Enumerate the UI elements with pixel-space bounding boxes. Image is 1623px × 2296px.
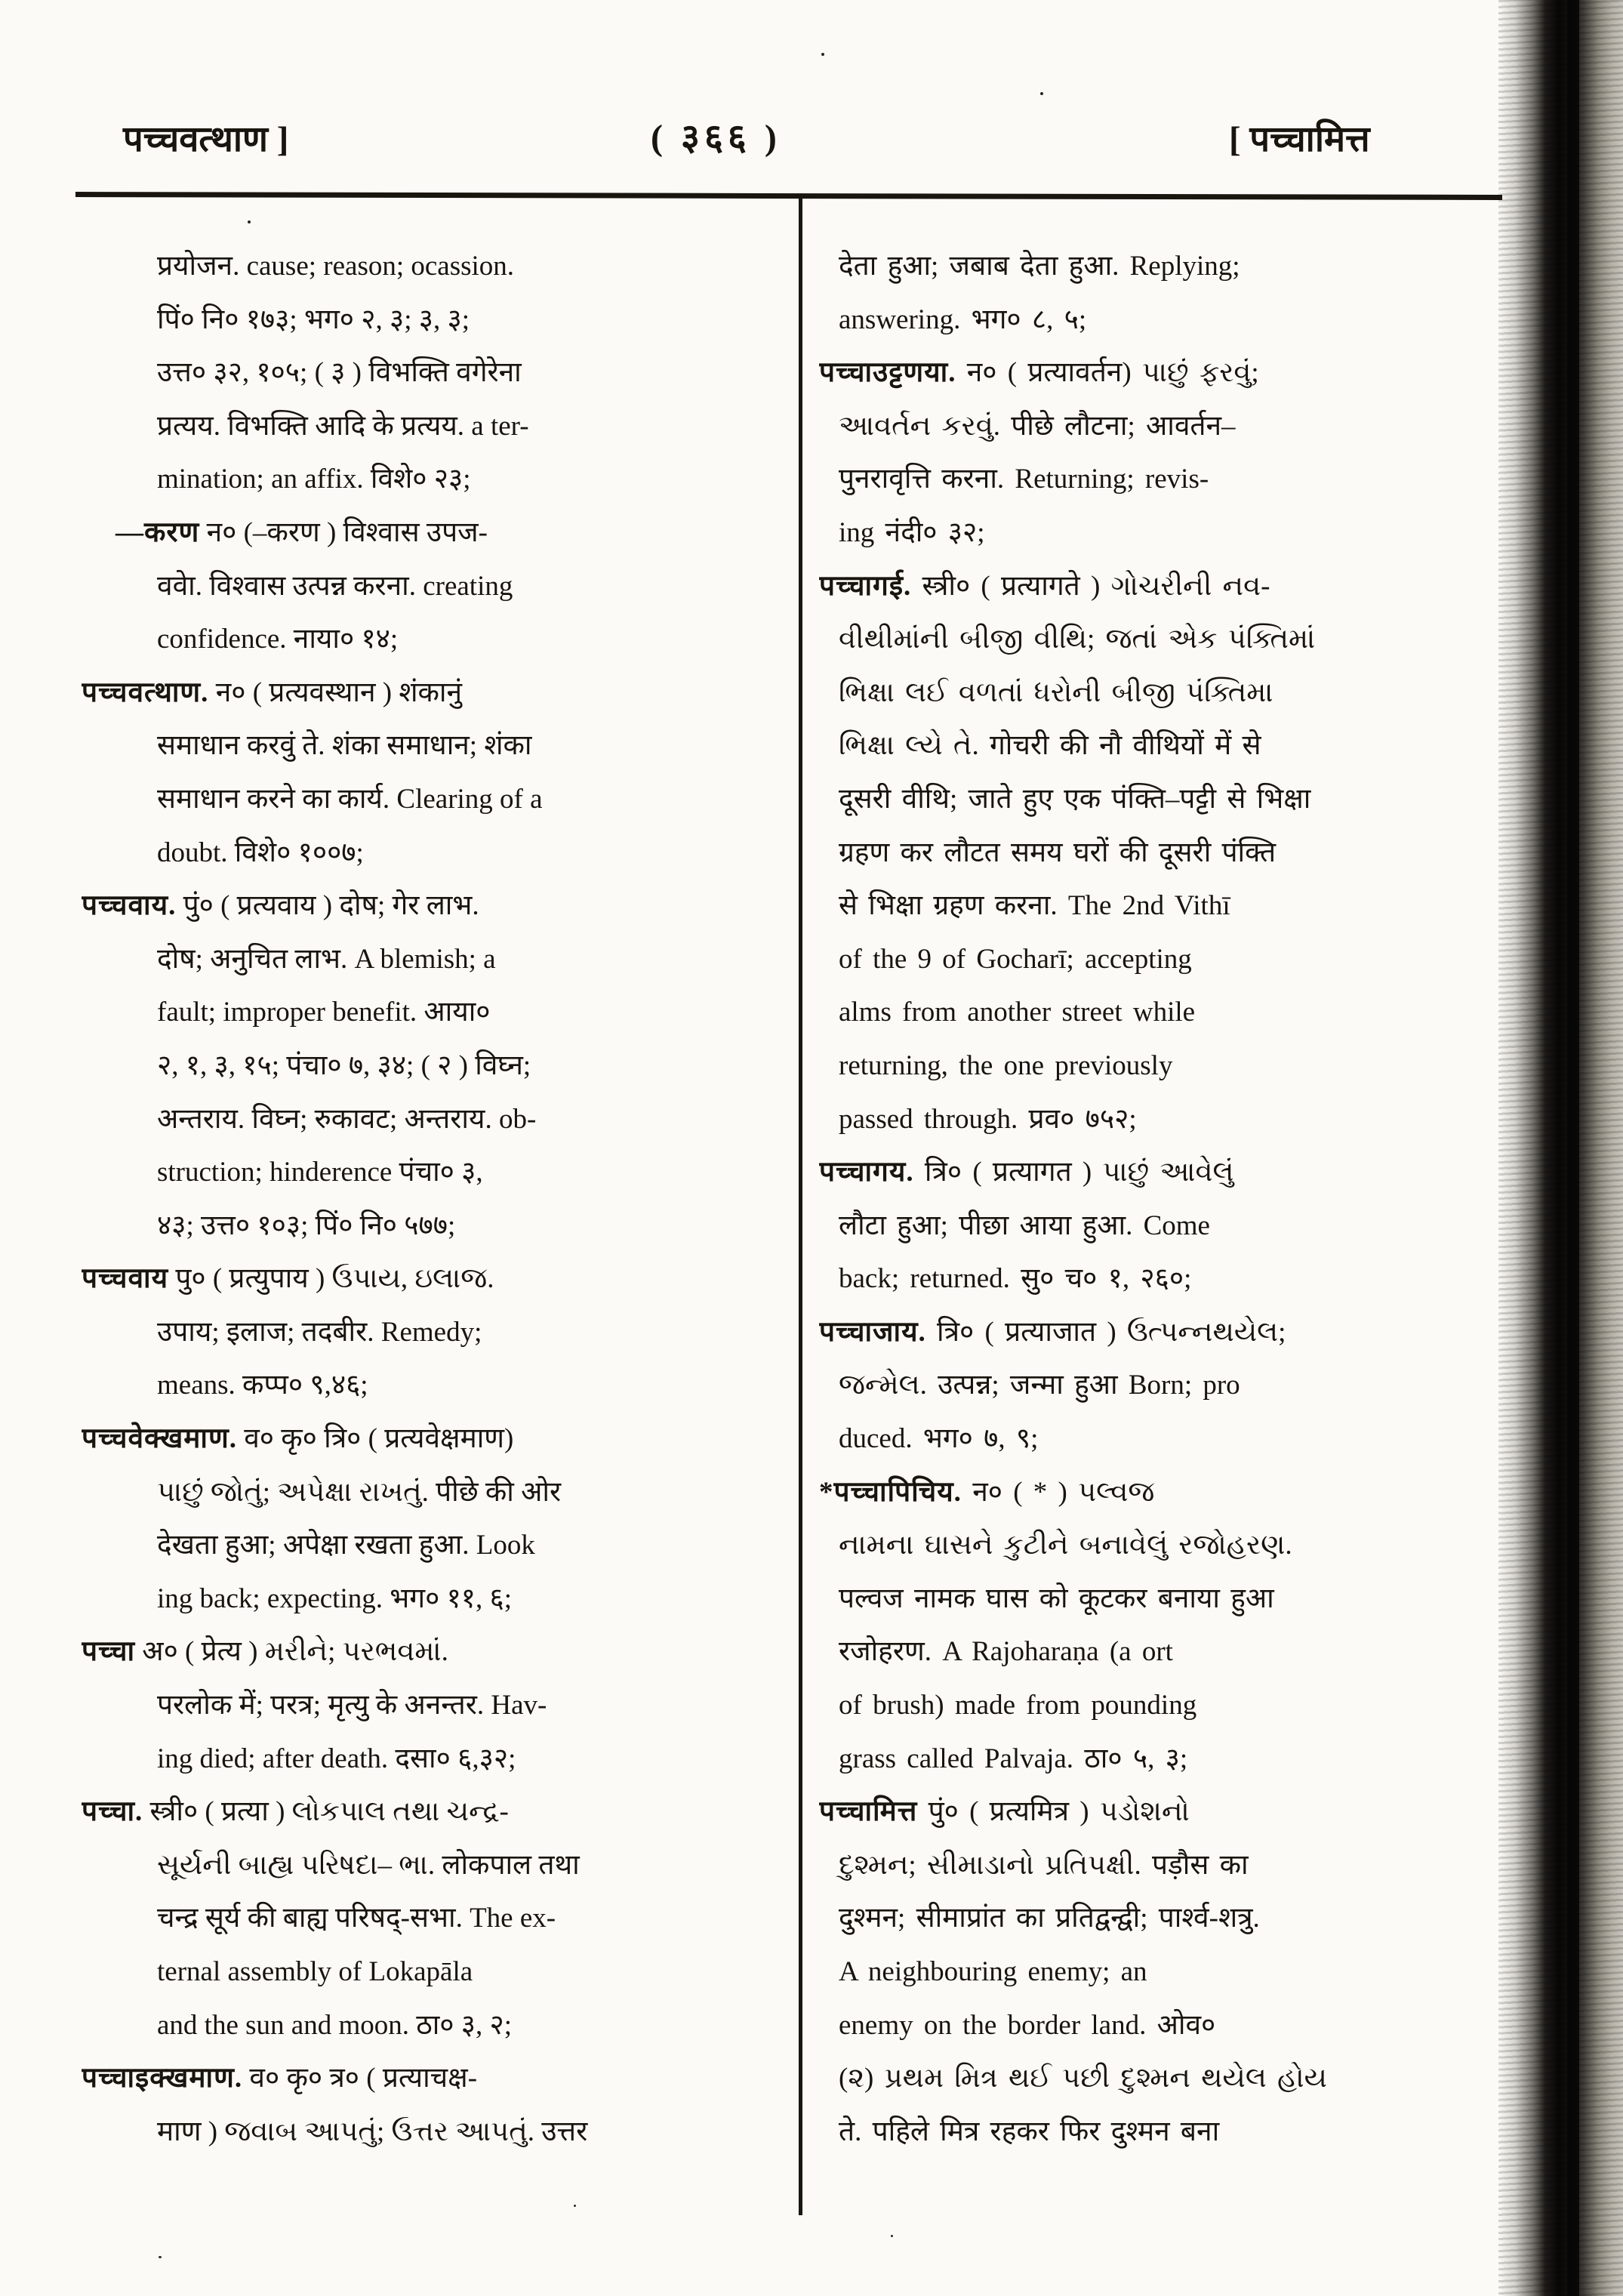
dictionary-line: દુશ્મન; સીમાડાનો પ્રતિપક્ષી. पड़ौस का	[839, 1849, 1249, 1881]
entry-headword: पच्चवाय	[82, 1263, 169, 1295]
dictionary-line: परलोक में; परत्र; मृत्यु के अनन्तर. Hav-	[157, 1690, 547, 1721]
dictionary-line: means. कप्प० ९,४६;	[157, 1370, 368, 1401]
dictionary-line: —करण न० (–करण ) विश्वास उपज-	[115, 516, 488, 548]
entry-headword: —करण	[115, 516, 200, 548]
ink-speck	[821, 53, 824, 56]
column-divider	[799, 198, 802, 2215]
dictionary-line: ભિક્ષા લઈ વળતાં ધરોની બીજી પંક્તિમા	[839, 676, 1273, 708]
dictionary-line: पच्चागय. त्रि० ( प्रत्यागत ) પાછું આવેલું	[819, 1157, 1234, 1188]
dictionary-line: alms from another street while	[839, 997, 1196, 1028]
dictionary-line: ing back; expecting. भग० ११, ६;	[157, 1583, 513, 1614]
dictionary-line: देखता हुआ; अपेक्षा रखता हुआ. Look	[157, 1530, 535, 1561]
dictionary-line: આવર્તન કરવું. पीछे लौटना; आवर्तन–	[839, 410, 1236, 442]
dictionary-line: दोष; अनुचित लाभ. A blemish; a	[157, 943, 496, 975]
dictionary-line: पच्चवत्थाण. न० ( प्रत्यवस्थान ) शंकानुं	[82, 676, 463, 708]
dictionary-line: अन्तराय. विघ्न; रुकावट; अन्तराय. ob-	[157, 1103, 537, 1135]
dictionary-line: पच्चवेक्खमाण. व० कृ० त्रि० ( प्रत्यवेक्षमाण)	[82, 1423, 514, 1455]
ink-speck	[248, 220, 251, 223]
entry-headword: पच्चाइक्खमाण.	[82, 2063, 243, 2094]
dictionary-line: पच्चाउट्टणया. न० ( प्रत्यावर्तन) પાછું ફરવું;	[819, 357, 1259, 389]
dictionary-line: माण ) જવાબ આપતું; ઉત્તર આપતું. उत्तर	[157, 2116, 588, 2147]
dictionary-line: *पच्चापिचिय. न० ( * ) પલ્વજ	[819, 1476, 1155, 1508]
header-rule	[75, 192, 1502, 200]
dictionary-line: of brush) made from pounding	[839, 1690, 1197, 1721]
dictionary-line: से भिक्षा ग्रहण करना. The 2nd Vithī	[839, 890, 1230, 922]
dictionary-line: दुश्मन; सीमाप्रांत का प्रतिद्वन्द्वी; पार्श्व-शत्रु.	[839, 1903, 1260, 1934]
dictionary-line: doubt. विशे० १००७;	[157, 837, 364, 868]
dictionary-line: दूसरी वीथि; जाते हुए एक पंक्ति–पट्टी से भिक्षा	[839, 783, 1311, 815]
dictionary-line: उत्त० ३२, १०५; ( ३ ) विभक्ति वगेरेना	[157, 357, 522, 389]
entry-headword: पच्चा	[82, 1636, 136, 1668]
book-edge-scan-shadow	[1498, 0, 1623, 2296]
dictionary-line: grass called Palvaja. ठा० ५, ३;	[839, 1743, 1188, 1774]
dictionary-line: (૨) પ્રથમ મિત્ર થઈ પછી દુશ્મન થયેલ હોય	[839, 2063, 1327, 2094]
dictionary-line: ते. पहिले मित्र रहकर फिर दुश्मन बना	[839, 2116, 1220, 2147]
dictionary-line: पुनरावृत्ति करना. Returning; revis-	[839, 464, 1209, 495]
dictionary-line: A neighbouring enemy; an	[839, 1956, 1147, 1987]
dictionary-line: ing died; after death. दसा० ६,३२;	[157, 1743, 516, 1774]
dictionary-line: ternal assembly of Lokapāla	[157, 1956, 473, 1987]
entry-headword: पच्चवाय.	[82, 890, 177, 922]
ink-speck	[891, 2235, 893, 2237]
dictionary-line: पच्चा. स्त्री० ( प्रत्या ) લોકપાલ તથા ચન્દ્ર-	[82, 1796, 509, 1828]
dictionary-line: समाधान करवुं ते. शंका समाधान; शंका	[157, 730, 532, 762]
dictionary-line: २, १, ३, १५; पंचा० ७, ३४; ( २ ) विघ्न;	[157, 1049, 531, 1081]
header-catchword-right: [ पच्चामित्त	[1229, 120, 1370, 159]
dictionary-line: पल्वज नामक घास को कूटकर बनाया हुआ	[839, 1583, 1274, 1614]
entry-headword: पच्चवत्थाण.	[82, 676, 209, 708]
dictionary-line: पच्चवाय पु० ( प्रत्युपाय ) ઉપાય, ઇલાજ.	[82, 1263, 494, 1295]
right-column	[819, 240, 1498, 2159]
left-column	[82, 240, 797, 2159]
dictionary-line: answering. भग० ८, ५;	[839, 304, 1087, 335]
dictionary-line: fault; improper benefit. आया०	[157, 997, 491, 1028]
dictionary-line: देता हुआ; जबाब देता हुआ. Replying;	[839, 251, 1240, 282]
entry-headword: *पच्चापिचिय.	[819, 1476, 962, 1508]
entry-headword: पच्चागई.	[819, 570, 912, 602]
entry-headword: पच्चा.	[82, 1796, 143, 1828]
dictionary-line: चन्द्र सूर्य की बाह्य परिषद्-सभा. The ex-	[157, 1903, 556, 1934]
dictionary-line: ववेा. विश्वास उत्पन्न करना. creating	[157, 570, 513, 602]
header-catchword-left: पच्चवत्थाण ]	[123, 120, 289, 159]
dictionary-line: નામના ઘાસને કુટીને બનાવેલું રજોહરણ.	[839, 1530, 1292, 1561]
dictionary-line: જન્મેલ. उत्पन्न; जन्मा हुआ Born; pro	[839, 1370, 1240, 1401]
ink-speck	[1040, 92, 1043, 95]
dictionary-line: पच्चामित्त पुं० ( प्रत्यमित्र ) પડોશનો	[819, 1796, 1190, 1828]
dictionary-line: ing नंदी० ३२;	[839, 516, 985, 548]
ink-speck	[574, 2205, 576, 2207]
dictionary-line: ग्रहण कर लौटत समय घरों की दूसरी पंक्ति	[839, 837, 1277, 868]
dictionary-line: पच्चाजाय. त्रि० ( प्रत्याजात ) ઉત્પન્નથયેલ;	[819, 1316, 1286, 1348]
dictionary-line: प्रयोजन. cause; reason; ocassion.	[157, 251, 515, 282]
ink-speck	[159, 2256, 162, 2258]
dictionary-line: સૂર્યની બાહ્ય પરિષદા– ભા. लोकपाल तथा	[157, 1849, 580, 1881]
header-page-number: ( ३६६ )	[651, 118, 781, 158]
dictionary-line: and the sun and moon. ठा० ३, २;	[157, 2009, 513, 2041]
entry-headword: पच्चाउट्टणया.	[819, 357, 956, 389]
dictionary-line: ४३; उत्त० १०३; पिं० नि० ५७७;	[157, 1210, 456, 1241]
dictionary-line: पच्चवाय. पुं० ( प्रत्यवाय ) दोष; गेर लाभ.	[82, 890, 479, 922]
dictionary-line: पच्चागई. स्त्री० ( प्रत्यागते ) ગોચરીની નવ-	[819, 570, 1270, 602]
book-edge-dark-line	[1567, 0, 1579, 2296]
dictionary-line: confidence. नाया० १४;	[157, 624, 399, 655]
dictionary-line: enemy on the border land. ओव०	[839, 2009, 1216, 2041]
dictionary-line: struction; hinderence पंचा० ३,	[157, 1157, 483, 1188]
dictionary-line: passed through. प्रव० ७५२;	[839, 1103, 1137, 1135]
dictionary-line: back; returned. सु० च० १, २६०;	[839, 1263, 1192, 1295]
dictionary-line: प्रत्यय. विभक्ति आदि के प्रत्यय. a ter-	[157, 410, 529, 442]
dictionary-line: duced. भग० ७, ९;	[839, 1423, 1039, 1455]
dictionary-line: પાછું જોતું; અપેક્ષા રાખતું. पीछे की ओर	[157, 1476, 562, 1508]
dictionary-line: पिं० नि० १७३; भग० २, ३; ३, ३;	[157, 304, 470, 335]
dictionary-line: उपाय; इलाज; तदबीर. Remedy;	[157, 1316, 482, 1348]
entry-headword: पच्चवेक्खमाण.	[82, 1423, 237, 1455]
dictionary-line: mination; an affix. विशे० २३;	[157, 464, 471, 495]
dictionary-line: returning, the one previously	[839, 1049, 1173, 1081]
dictionary-line: पच्चाइक्खमाण. व० कृ० त्र० ( प्रत्याचक्ष-	[82, 2063, 478, 2094]
entry-headword: पच्चाजाय.	[819, 1316, 926, 1348]
dictionary-line: रजोहरण. A Rajoharaṇa (a ort	[839, 1636, 1173, 1668]
dictionary-line: વીથીમાંની બીજી વીથિ; જતાં એક પંક્તિમાં	[839, 624, 1316, 655]
entry-headword: पच्चागय.	[819, 1157, 914, 1188]
dictionary-line: पच्चा अ० ( प्रेत्य ) મરીને; પરભવમાં.	[82, 1636, 448, 1668]
dictionary-line: of the 9 of Gocharī; accepting	[839, 943, 1192, 975]
entry-headword: पच्चामित्त	[819, 1796, 918, 1828]
dictionary-line: समाधान करने का कार्य. Clearing of a	[157, 783, 543, 815]
dictionary-line: ભિક્ષા લ્યે તે. गोचरी की नौ वीथियों में से	[839, 730, 1261, 762]
dictionary-line: लौटा हुआ; पीछा आया हुआ. Come	[839, 1210, 1210, 1241]
